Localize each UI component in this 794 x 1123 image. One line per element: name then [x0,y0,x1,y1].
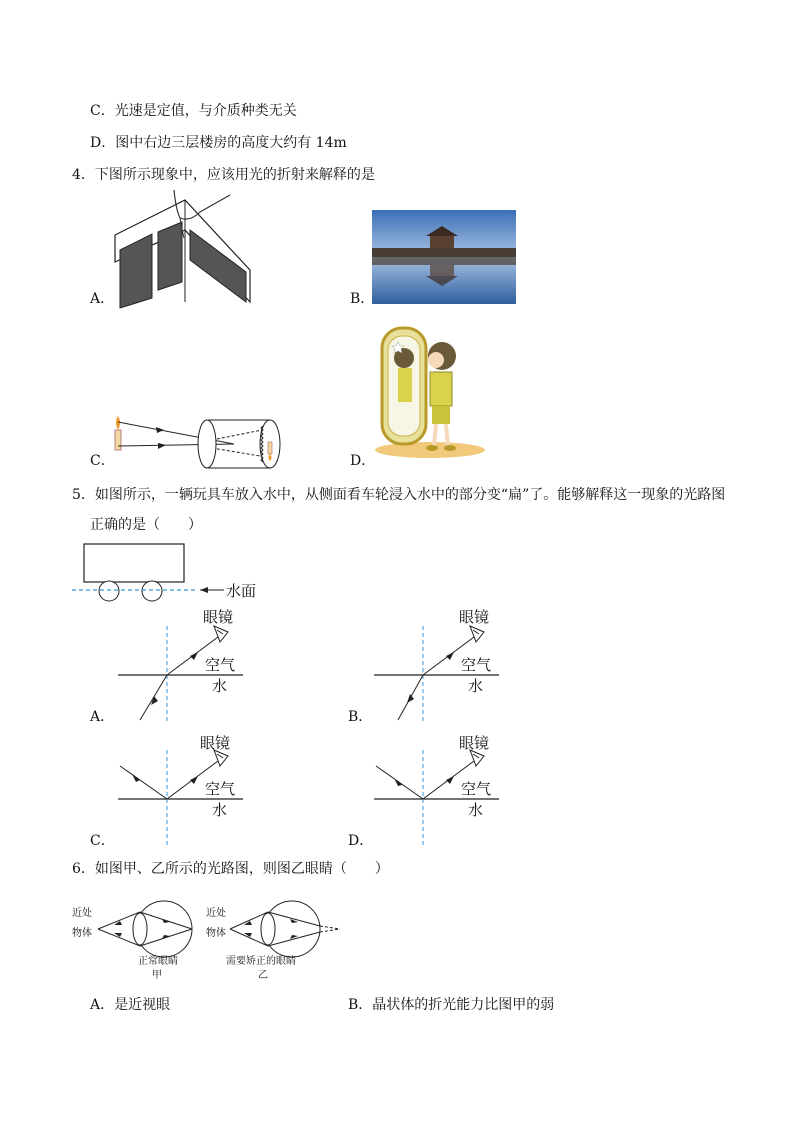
q6-near-object-2-line1: 近处 [206,908,226,919]
q6-near-object-1-line2: 物体 [72,928,92,939]
q5-label-a: A． [90,709,115,725]
q5-label-b: B． [348,709,373,725]
q4-label-a: A． [90,291,115,307]
q6-corrected-eye-tag: 乙 [258,970,268,981]
q5-b-glasses-label: 眼镜 [459,608,490,626]
q5-diagram-d [374,750,499,848]
q5-stem-line1: 5．如图所示，一辆玩具车放入水中，从侧面看车轮浸入水中的部分变“扁”了。能够解释这一现象的光路图 [72,487,726,503]
q5-c-glasses-label: 眼镜 [200,734,231,752]
q6-corrected-eye-label: 需要矫正的眼睛 [226,956,296,967]
q5-diagram-b [374,626,499,724]
q5-b-air-label: 空气 [461,656,492,674]
q5-label-d: D． [348,833,374,849]
q6-stem: 6．如图甲、乙所示的光路图，则图乙眼睛（ ） [72,861,389,877]
q4-stem: 4．下图所示现象中，应该用光的折射来解释的是 [72,167,375,183]
q5-c-water-label: 水 [212,801,228,819]
q5-a-glasses-label: 眼镜 [203,608,234,626]
q4-label-c: C． [90,453,115,469]
q6-eye-diagram-normal [98,898,194,960]
q6-near-object-1-line1: 近处 [72,908,92,919]
q6-option-a: A．是近视眼 [90,997,171,1013]
q5-toy-car-figure [72,542,252,604]
q4-label-b: B． [350,291,375,307]
q3-option-d: D．图中右边三层楼房的高度大约有 14m [90,135,347,151]
q6-near-object-2-line2: 物体 [206,928,226,939]
q4-label-d: D． [350,453,376,469]
q5-water-surface-label: 水面 [226,582,257,600]
q5-stem-line2: 正确的是（ ） [90,517,202,533]
q4-figure-d-mirror-girl [372,322,488,458]
q5-d-water-label: 水 [468,801,484,819]
q4-figure-b-reflection-photo [372,210,516,304]
q5-d-air-label: 空气 [461,780,492,798]
q4-figure-c-pinhole-camera [112,414,284,468]
q6-normal-eye-label: 正常眼睛 [138,956,178,967]
q4-figure-a-hand-card [110,190,255,308]
q6-normal-eye-tag: 甲 [152,970,162,981]
q5-label-c: C． [90,833,115,849]
q5-d-glasses-label: 眼镜 [459,734,490,752]
q5-b-water-label: 水 [468,677,484,695]
q5-a-air-label: 空气 [205,656,236,674]
q6-eye-diagram-corrected [230,898,342,960]
q5-diagram-c [118,750,243,848]
q5-c-air-label: 空气 [205,780,236,798]
q5-diagram-a [118,626,243,724]
q6-option-b: B．晶状体的折光能力比图甲的弱 [348,997,555,1013]
q5-a-water-label: 水 [212,677,228,695]
q3-option-c: C．光速是定值，与介质种类无关 [90,103,297,119]
